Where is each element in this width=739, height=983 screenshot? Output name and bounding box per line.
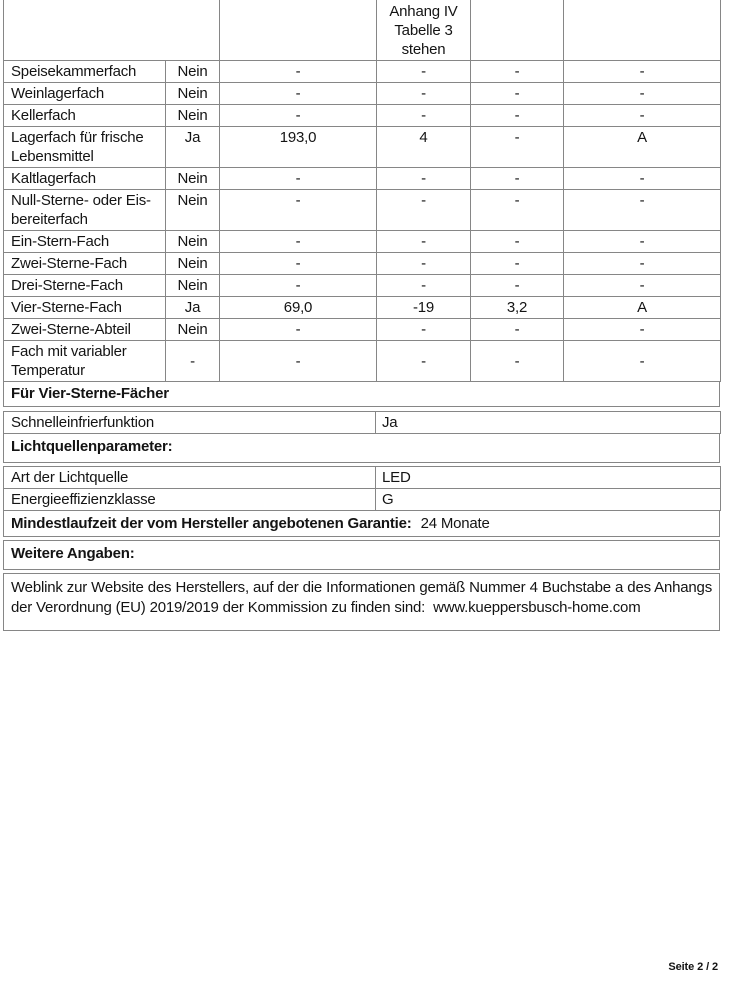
table-row <box>4 341 721 382</box>
table-row <box>4 61 721 83</box>
table-row <box>4 489 721 511</box>
cell-value: - <box>377 190 471 231</box>
cell-value: - <box>377 275 471 297</box>
table-row <box>4 231 721 253</box>
quick-freeze-table <box>3 411 721 434</box>
cell-value: Nein <box>166 319 220 341</box>
four-star-block <box>3 411 720 463</box>
cell-value: - <box>220 275 377 297</box>
row-label: Kellerfach <box>4 105 166 127</box>
table-row <box>4 105 721 127</box>
cell-value: - <box>220 190 377 231</box>
header-line: stehen <box>401 41 446 58</box>
header-cell-empty <box>471 0 564 61</box>
header-line: Tabelle 3 <box>394 22 453 39</box>
row-label: Drei-Sterne-Fach <box>4 275 166 297</box>
cell-value: Nein <box>166 61 220 83</box>
cell-value: - <box>377 105 471 127</box>
row-label: Fach mit variabler Temperatur <box>4 341 166 382</box>
cell-value: - <box>564 168 721 190</box>
cell-value: - <box>564 319 721 341</box>
cell-value: Ja <box>376 412 721 434</box>
cell-value: - <box>377 253 471 275</box>
table-row <box>4 467 721 489</box>
cell-value: Ja <box>166 127 220 168</box>
cell-value: - <box>220 61 377 83</box>
header-cell-anhang <box>377 0 471 61</box>
row-label: Null-Sterne- oder Eis-bereiterfach <box>4 190 166 231</box>
manufacturer-weblink[interactable]: www.kueppersbusch-home.com <box>433 598 641 616</box>
row-label: Ein-Stern-Fach <box>4 231 166 253</box>
cell-value: - <box>564 190 721 231</box>
cell-value: Ja <box>166 297 220 319</box>
cell-value: - <box>377 83 471 105</box>
cell-value: - <box>564 83 721 105</box>
cell-value: - <box>564 341 721 382</box>
section-heading-additional: Weitere Angaben: <box>3 540 720 570</box>
row-label: Weinlagerfach <box>4 83 166 105</box>
cell-value: - <box>564 275 721 297</box>
cell-value: G <box>376 489 721 511</box>
cell-value: - <box>471 341 564 382</box>
cell-value: - <box>220 319 377 341</box>
row-label: Kaltlagerfach <box>4 168 166 190</box>
cell-value: - <box>377 168 471 190</box>
row-label: Energieeffizienzklasse <box>4 489 376 511</box>
cell-value: - <box>220 253 377 275</box>
weblink-row <box>3 573 720 631</box>
cell-value: Nein <box>166 275 220 297</box>
header-cell-empty <box>220 0 377 61</box>
cell-value: 193,0 <box>220 127 377 168</box>
cell-value: 4 <box>377 127 471 168</box>
cell-value: A <box>564 297 721 319</box>
guarantee-value: 24 Monate <box>420 515 490 532</box>
row-label: Vier-Sterne-Fach <box>4 297 166 319</box>
cell-value: - <box>471 231 564 253</box>
cell-value: - <box>220 341 377 382</box>
header-cell-empty <box>4 0 220 61</box>
cell-value: LED <box>376 467 721 489</box>
datasheet-page <box>3 0 720 631</box>
cell-value: - <box>564 105 721 127</box>
cell-value: - <box>377 231 471 253</box>
cell-value: - <box>471 253 564 275</box>
table-row <box>4 319 721 341</box>
cell-value: - <box>564 61 721 83</box>
row-label: Zwei-Sterne-Abteil <box>4 319 166 341</box>
table-row <box>4 190 721 231</box>
cell-value: - <box>471 168 564 190</box>
row-label: Speisekammerfach <box>4 61 166 83</box>
header-line: Anhang IV <box>389 3 458 20</box>
cell-value: - <box>220 168 377 190</box>
cell-value: -19 <box>377 297 471 319</box>
light-source-table <box>3 466 721 511</box>
cell-value: - <box>471 127 564 168</box>
row-label: Lagerfach für frische Lebensmittel <box>4 127 166 168</box>
weblink-text: Weblink zur Website des Herstellers, auf der die Informationen gemäß Nummer 4 Buchstabe a des Anhangs der Verordnung (EU) 2019/2019 der Kommission zu finden sind: <box>11 579 712 616</box>
section-heading-four-star: Für Vier-Sterne-Fächer <box>3 381 720 407</box>
cell-value: - <box>377 61 471 83</box>
cell-value: - <box>166 341 220 382</box>
cell-value: - <box>220 105 377 127</box>
cell-value: Nein <box>166 190 220 231</box>
cell-value: - <box>564 231 721 253</box>
page-number: Seite 2 / 2 <box>668 961 718 973</box>
cell-value: - <box>471 319 564 341</box>
light-source-block <box>3 466 720 537</box>
cell-value: 3,2 <box>471 297 564 319</box>
table-row <box>4 275 721 297</box>
section-heading-light-source: Lichtquellenparameter: <box>3 433 720 463</box>
guarantee-label: Mindestlaufzeit der vom Hersteller angebotenen Garantie: <box>11 515 412 532</box>
table-row <box>4 168 721 190</box>
table-row <box>4 297 721 319</box>
cell-value: A <box>564 127 721 168</box>
cell-value: - <box>220 83 377 105</box>
table-row <box>4 412 721 434</box>
cell-value: - <box>564 253 721 275</box>
cell-value: - <box>377 341 471 382</box>
cell-value: Nein <box>166 231 220 253</box>
cell-value: Nein <box>166 253 220 275</box>
cell-value: - <box>377 319 471 341</box>
cell-value: - <box>220 231 377 253</box>
table-header-row <box>4 0 721 61</box>
table-row <box>4 83 721 105</box>
cell-value: Nein <box>166 105 220 127</box>
cell-value: Nein <box>166 83 220 105</box>
cell-value: 69,0 <box>220 297 377 319</box>
row-label: Art der Lichtquelle <box>4 467 376 489</box>
table-row <box>4 127 721 168</box>
cell-value: - <box>471 105 564 127</box>
cell-value: - <box>471 61 564 83</box>
guarantee-row <box>3 510 720 537</box>
table-row <box>4 253 721 275</box>
cell-value: - <box>471 190 564 231</box>
row-label: Zwei-Sterne-Fach <box>4 253 166 275</box>
cell-value: - <box>471 275 564 297</box>
compartment-table <box>3 0 721 382</box>
cell-value: - <box>471 83 564 105</box>
row-label: Schnelleinfrierfunktion <box>4 412 376 434</box>
cell-value: Nein <box>166 168 220 190</box>
header-cell-empty <box>564 0 721 61</box>
